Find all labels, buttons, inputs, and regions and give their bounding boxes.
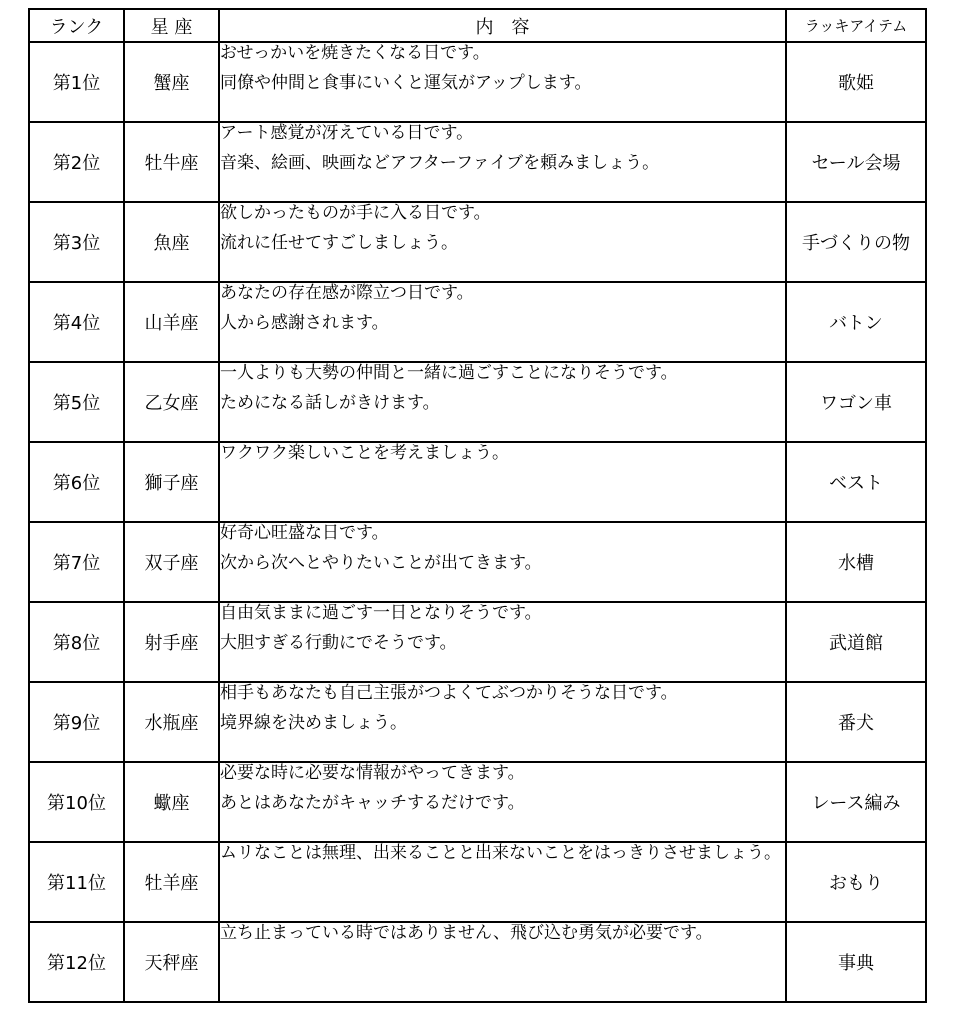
content-cell: [219, 282, 786, 362]
sign-cell: 天秤座: [124, 922, 219, 1002]
rank-cell: 第8位: [29, 602, 124, 682]
rank-cell: 第4位: [29, 282, 124, 362]
sign-cell: 蠍座: [124, 762, 219, 842]
table-row: [29, 602, 926, 682]
content-cell: [219, 762, 786, 842]
table-row: [29, 282, 926, 362]
table-row: [29, 122, 926, 202]
content-line-2: [220, 953, 785, 983]
header-rank: ランク: [29, 9, 124, 42]
lucky-item-cell: 水槽: [786, 522, 926, 602]
sign-cell: 蟹座: [124, 42, 219, 122]
content-line-1: 立ち止まっている時ではありません、飛び込む勇気が必要です。: [220, 923, 713, 943]
content-line-2: ためになる話しがきけます。: [220, 393, 440, 413]
lucky-item-cell: ワゴン車: [786, 362, 926, 442]
content-line-2: 流れに任せてすごしましょう。: [220, 233, 458, 253]
table-row: [29, 842, 926, 922]
content-line-2: 境界線を決めましょう。: [220, 713, 407, 733]
rank-cell: 第12位: [29, 922, 124, 1002]
content-cell: [219, 122, 786, 202]
table-row: [29, 522, 926, 602]
content-line-2: [220, 873, 785, 903]
content-line-1: おせっかいを焼きたくなる日です。: [220, 43, 490, 63]
sign-cell: 乙女座: [124, 362, 219, 442]
lucky-item-cell: 番犬: [786, 682, 926, 762]
table-row: [29, 442, 926, 522]
table-row: [29, 42, 926, 122]
content-cell: [219, 842, 786, 922]
header-row: [29, 9, 926, 42]
content-cell: [219, 442, 786, 522]
lucky-item-cell: 事典: [786, 922, 926, 1002]
content-line-2: 音楽、絵画、映画などアフターファイブを頼みましょう。: [220, 153, 660, 173]
rank-cell: 第10位: [29, 762, 124, 842]
horoscope-ranking-table: [28, 8, 927, 1003]
rank-cell: 第11位: [29, 842, 124, 922]
content-line-1: あなたの存在感が際立つ日です。: [220, 283, 474, 303]
content-line-2: 大胆すぎる行動にでそうです。: [220, 633, 457, 653]
rank-cell: 第5位: [29, 362, 124, 442]
content-cell: [219, 922, 786, 1002]
lucky-item-cell: レース編み: [786, 762, 926, 842]
content-line-1: ムリなことは無理、出来ることと出来ないことをはっきりさせましょう。: [220, 843, 781, 863]
sign-cell: 魚座: [124, 202, 219, 282]
header-sign: 星 座: [124, 9, 219, 42]
rank-cell: 第7位: [29, 522, 124, 602]
lucky-item-cell: ベスト: [786, 442, 926, 522]
table-row: [29, 202, 926, 282]
content-line-1: 欲しかったものが手に入る日です。: [220, 203, 491, 223]
lucky-item-cell: セール会場: [786, 122, 926, 202]
content-line-2: 同僚や仲間と食事にいくと運気がアップします。: [220, 73, 592, 93]
content-cell: [219, 42, 786, 122]
header-lucky-item: ラッキアイテム: [786, 9, 926, 42]
header-content: 内 容: [219, 9, 786, 42]
content-cell: [219, 362, 786, 442]
lucky-item-cell: おもり: [786, 842, 926, 922]
rank-cell: 第9位: [29, 682, 124, 762]
content-line-1: ワクワク楽しいことを考えましょう。: [220, 443, 509, 463]
lucky-item-cell: 歌姫: [786, 42, 926, 122]
content-line-1: 一人よりも大勢の仲間と一緒に過ごすことになりそうです。: [220, 363, 678, 383]
sign-cell: 射手座: [124, 602, 219, 682]
content-cell: [219, 682, 786, 762]
content-line-1: 自由気ままに過ごす一日となりそうです。: [220, 603, 542, 623]
sign-cell: 獅子座: [124, 442, 219, 522]
content-line-2: あとはあなたがキャッチするだけです。: [220, 793, 525, 813]
content-line-2: 次から次へとやりたいことが出てきます。: [220, 553, 542, 573]
rank-cell: 第3位: [29, 202, 124, 282]
lucky-item-cell: 武道館: [786, 602, 926, 682]
content-line-2: [220, 473, 785, 503]
sign-cell: 双子座: [124, 522, 219, 602]
table-row: [29, 682, 926, 762]
rank-cell: 第6位: [29, 442, 124, 522]
lucky-item-cell: バトン: [786, 282, 926, 362]
table-row: [29, 762, 926, 842]
content-cell: [219, 602, 786, 682]
content-line-2: 人から感謝されます。: [220, 313, 389, 333]
content-cell: [219, 522, 786, 602]
table-row: [29, 922, 926, 1002]
sign-cell: 山羊座: [124, 282, 219, 362]
content-cell: [219, 202, 786, 282]
sign-cell: 牡羊座: [124, 842, 219, 922]
content-line-1: アート感覚が冴えている日です。: [220, 123, 474, 143]
rank-cell: 第2位: [29, 122, 124, 202]
sign-cell: 牡牛座: [124, 122, 219, 202]
content-line-1: 相手もあなたも自己主張がつよくてぶつかりそうな日です。: [220, 683, 678, 703]
table-row: [29, 362, 926, 442]
sign-cell: 水瓶座: [124, 682, 219, 762]
content-line-1: 必要な時に必要な情報がやってきます。: [220, 763, 525, 783]
lucky-item-cell: 手づくりの物: [786, 202, 926, 282]
content-line-1: 好奇心旺盛な日です。: [220, 523, 389, 543]
rank-cell: 第1位: [29, 42, 124, 122]
